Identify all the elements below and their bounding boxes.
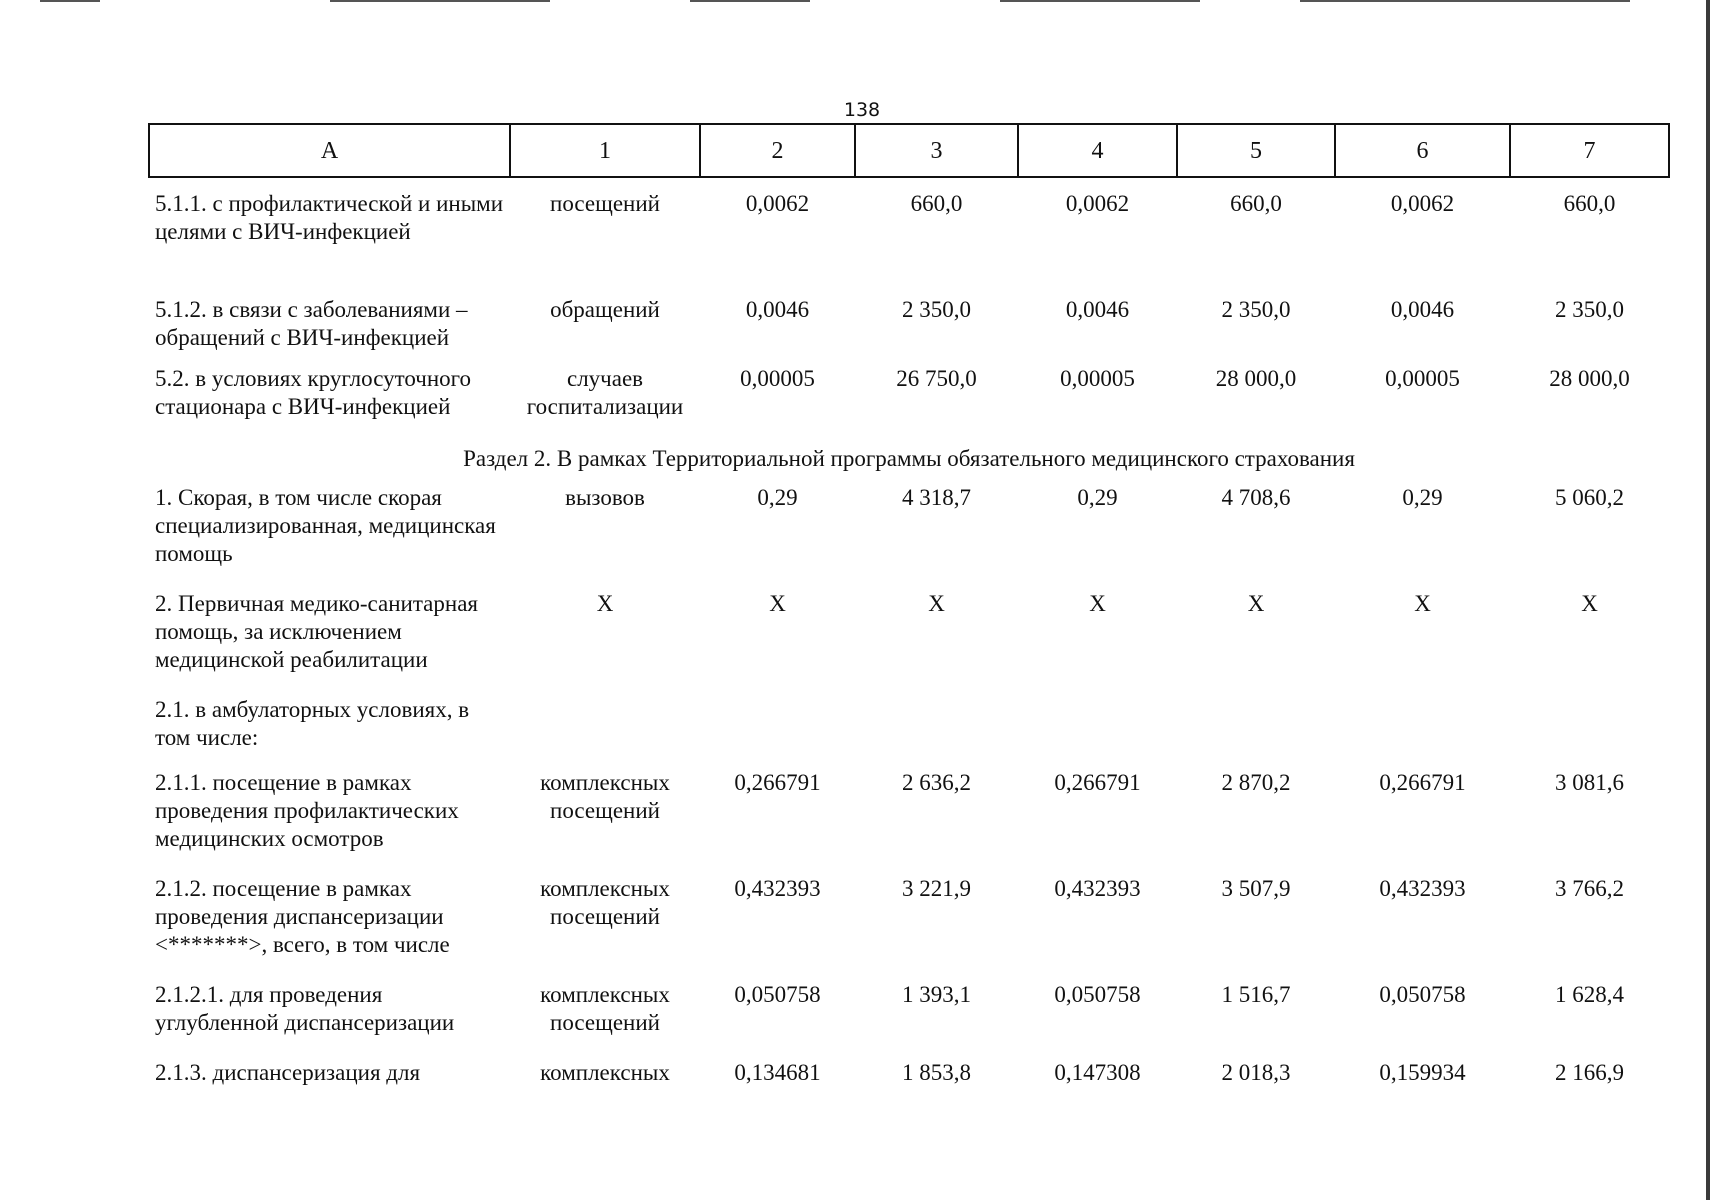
table-cell: Х [1414, 591, 1431, 616]
column-header: 5 [1177, 124, 1335, 177]
table-cell: Х [1581, 591, 1598, 616]
row-unit: Х [596, 591, 614, 616]
scan-artifact-top-line [1300, 0, 1630, 2]
table-row [149, 769, 1669, 875]
table-cell [855, 696, 1018, 769]
table-cell: 5 060,2 [1555, 485, 1624, 510]
table-cell: Х [928, 591, 945, 616]
table-cell: 0,00005 [1060, 366, 1135, 391]
table-cell: 3 507,9 [1221, 876, 1291, 901]
table-cell: 2 870,2 [1221, 770, 1291, 795]
table-cell: 0,0062 [1065, 191, 1130, 216]
row-unit: комплексных [540, 1060, 670, 1085]
table-cell: Х [1247, 591, 1265, 616]
table-cell: 1 628,4 [1555, 982, 1624, 1007]
scan-artifact-top-line [330, 0, 550, 2]
table-cell: 3 766,2 [1555, 876, 1624, 901]
table-header-row [149, 124, 1669, 177]
table-cell: 0,00005 [740, 366, 815, 391]
table-cell: 0,0046 [745, 297, 810, 322]
row-name: 2.1.3. диспансеризация для [155, 1060, 421, 1085]
row-name: 2.1. в амбулаторных условиях, в том числе: [155, 697, 470, 750]
table-cell: 0,0062 [1390, 191, 1455, 216]
table-cell [1018, 696, 1177, 769]
column-header: 2 [700, 124, 855, 177]
table-cell: 0,29 [757, 485, 798, 510]
row-name: 5.1.2. в связи с заболеваниями – обращений с ВИЧ-инфекцией [155, 297, 468, 350]
row-name: 1. Скорая, в том числе скорая специализированная, медицинская помощь [155, 485, 496, 566]
column-header: 1 [510, 124, 700, 177]
scan-artifact-top-line [1000, 0, 1200, 2]
row-unit: обращений [550, 297, 660, 322]
table-cell: 1 516,7 [1221, 982, 1291, 1007]
data-table [148, 123, 1670, 1119]
row-unit: комплексных посещений [540, 770, 670, 823]
row-unit: вызовов [565, 485, 645, 510]
table-row [149, 981, 1669, 1059]
table-cell: 0,432393 [1379, 876, 1466, 901]
table-cell: 1 393,1 [902, 982, 971, 1007]
table-cell: 28 000,0 [1215, 366, 1297, 391]
table-row [149, 696, 1669, 769]
table-cell: 0,266791 [1379, 770, 1466, 795]
row-name: 5.2. в условиях круглосуточного стационара с ВИЧ-инфекцией [155, 366, 472, 419]
page-number: 138 [843, 99, 881, 121]
table-row [149, 1059, 1669, 1119]
table-cell: Х [1089, 591, 1106, 616]
table-cell: 4 708,6 [1221, 485, 1291, 510]
table-cell: 3 081,6 [1555, 770, 1624, 795]
row-name: 2.1.2. посещение в рамках проведения диспансеризации <*******>, всего, в том числе [155, 876, 450, 957]
table-cell: 4 318,7 [902, 485, 971, 510]
table-cell: Х [769, 591, 786, 616]
column-header: 7 [1510, 124, 1669, 177]
table-row [149, 484, 1669, 590]
row-name: 5.1.1. с профилактической и иными целями с ВИЧ-инфекцией [155, 191, 504, 244]
row-unit [510, 696, 700, 769]
table-cell: 0,159934 [1379, 1060, 1466, 1085]
table-cell: 2 018,3 [1221, 1060, 1291, 1085]
row-unit: посещений [550, 191, 660, 216]
column-header: 3 [855, 124, 1018, 177]
table-cell: 0,0046 [1065, 297, 1130, 322]
table-cell: 2 166,9 [1555, 1060, 1624, 1085]
row-name: 2.1.2.1. для проведения углубленной диспансеризации [155, 982, 455, 1035]
table-row [149, 365, 1669, 434]
table-cell [1335, 696, 1510, 769]
row-name: 2.1.1. посещение в рамках проведения профилактических медицинских осмотров [155, 770, 459, 851]
table-cell: 0,29 [1402, 485, 1443, 510]
scan-edge [1706, 0, 1710, 1200]
row-unit: комплексных посещений [540, 876, 670, 929]
table-cell: 0,0046 [1390, 297, 1455, 322]
section-title: Раздел 2. В рамках Территориальной программы обязательного медицинского страхования [463, 446, 1355, 471]
table-cell: 0,050758 [1054, 982, 1141, 1007]
table-cell: 0,050758 [1379, 982, 1466, 1007]
table-cell [1177, 696, 1335, 769]
scan-artifact-top-line [690, 0, 810, 2]
column-header: 6 [1335, 124, 1510, 177]
table-cell: 2 636,2 [902, 770, 971, 795]
table-cell: 26 750,0 [896, 366, 977, 391]
table-cell: 0,134681 [734, 1060, 821, 1085]
table-row [149, 590, 1669, 696]
table-cell: 0,0062 [745, 191, 810, 216]
table-cell: 0,147308 [1054, 1060, 1141, 1085]
table-cell [1510, 696, 1669, 769]
table-row [149, 177, 1669, 296]
table-cell: 28 000,0 [1549, 366, 1630, 391]
table-cell: 0,266791 [1054, 770, 1141, 795]
table-cell: 2 350,0 [1221, 297, 1291, 322]
table-cell: 0,266791 [734, 770, 821, 795]
table-cell: 0,432393 [1054, 876, 1141, 901]
column-header: 4 [1018, 124, 1177, 177]
row-unit: комплексных посещений [540, 982, 670, 1035]
section-row [149, 434, 1669, 484]
table-cell: 0,432393 [734, 876, 821, 901]
table-cell: 1 853,8 [902, 1060, 971, 1085]
table-cell: 3 221,9 [902, 876, 971, 901]
row-name: 2. Первичная медико-санитарная помощь, за исключением медицинской реабилитации [155, 591, 478, 672]
table-cell: 2 350,0 [1555, 297, 1624, 322]
table-cell: 0,29 [1077, 485, 1118, 510]
table-cell: 660,0 [910, 191, 963, 216]
table-row [149, 296, 1669, 365]
table-row [149, 875, 1669, 981]
table-cell [700, 696, 855, 769]
table-cell: 0,00005 [1385, 366, 1460, 391]
scan-artifact-top-line [40, 0, 100, 2]
row-unit: случаев госпитализации [526, 366, 684, 419]
table-cell: 660,0 [1563, 191, 1616, 216]
table-cell: 2 350,0 [902, 297, 971, 322]
table-cell: 660,0 [1230, 191, 1282, 216]
column-header: А [149, 124, 510, 177]
table-cell: 0,050758 [734, 982, 821, 1007]
